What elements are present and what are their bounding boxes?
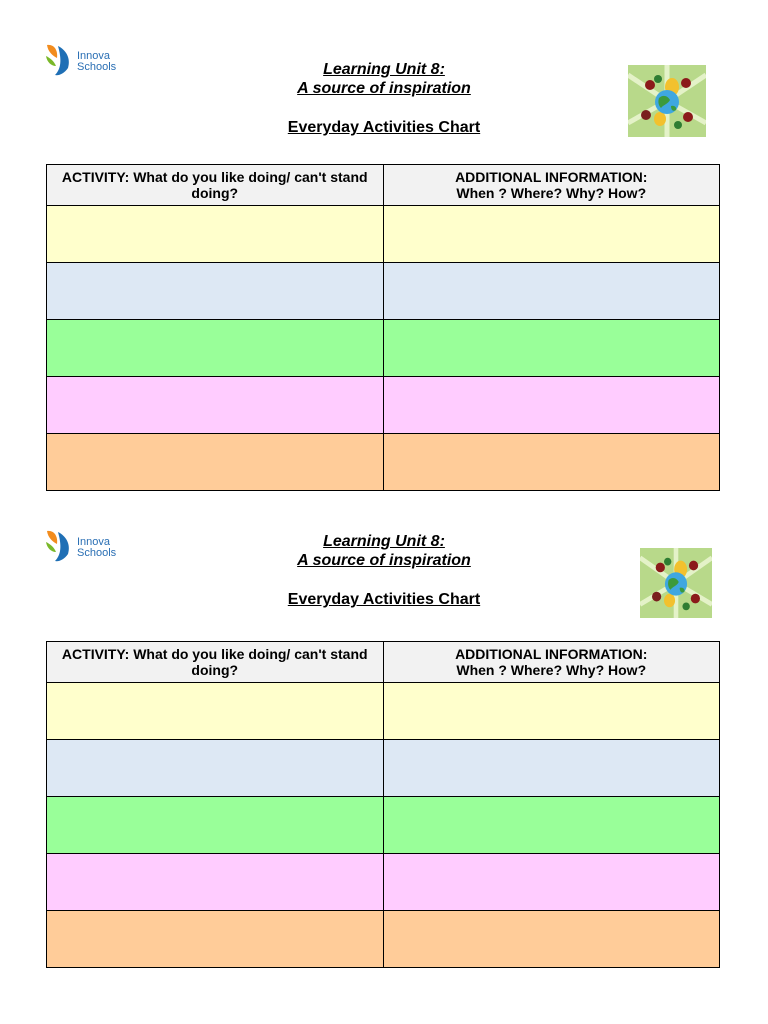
additional-info-column-header xyxy=(383,642,720,683)
table-header-row xyxy=(47,642,720,683)
table-row xyxy=(47,740,720,797)
logo-text-line2: Schools xyxy=(77,61,117,73)
activity-cell[interactable] xyxy=(47,854,384,911)
additional-info-cell[interactable] xyxy=(383,740,720,797)
additional-info-cell[interactable] xyxy=(383,854,720,911)
chart-title: Everyday Activities Chart xyxy=(287,591,481,608)
additional-info-header-line1: ADDITIONAL INFORMATION: xyxy=(455,169,648,185)
unit-title: Learning Unit 8: xyxy=(323,533,445,550)
table-row xyxy=(47,854,720,911)
earth-flowers-clipart xyxy=(640,548,712,618)
activity-cell[interactable] xyxy=(47,740,384,797)
logo-text-line1: Innova xyxy=(77,536,111,548)
activity-column-header: ACTIVITY: What do you like doing/ can't stand doing? xyxy=(47,165,384,206)
activity-table xyxy=(46,641,720,968)
additional-info-header-line1: ADDITIONAL INFORMATION: xyxy=(455,646,648,662)
logo-text-line2: Schools xyxy=(77,547,117,559)
unit-subtitle: A source of inspiration xyxy=(297,80,471,97)
chart-title: Everyday Activities Chart xyxy=(287,119,481,136)
unit-subtitle: A source of inspiration xyxy=(297,552,471,569)
table-row xyxy=(47,797,720,854)
leaf-logo-icon xyxy=(44,528,76,564)
additional-info-header-line2: When ? Where? Why? How? xyxy=(456,662,647,678)
table-row xyxy=(47,683,720,740)
activity-cell[interactable] xyxy=(47,911,384,968)
activity-cell[interactable] xyxy=(47,683,384,740)
additional-info-header-line2: When ? Where? Why? How? xyxy=(456,185,647,201)
innova-schools-logo xyxy=(44,528,134,568)
additional-info-cell[interactable] xyxy=(383,797,720,854)
additional-info-cell[interactable] xyxy=(383,911,720,968)
additional-info-cell[interactable] xyxy=(383,683,720,740)
table-row xyxy=(47,911,720,968)
logo-text-line1: Innova xyxy=(77,50,111,62)
activity-cell[interactable] xyxy=(47,797,384,854)
unit-title: Learning Unit 8: xyxy=(323,61,445,78)
title-block xyxy=(184,532,584,609)
activity-column-header: ACTIVITY: What do you like doing/ can't stand doing? xyxy=(47,642,384,683)
